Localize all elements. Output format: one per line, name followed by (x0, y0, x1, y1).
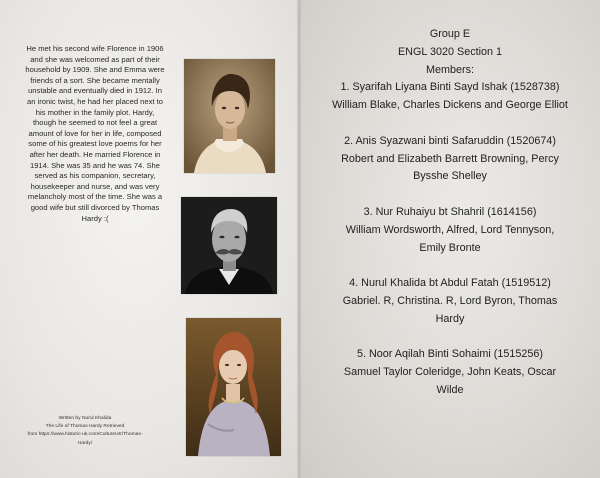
portrait-woman-2 (186, 318, 281, 456)
member-5-name: 5. Noor Aqilah Binti Sohaimi (1515256) (356, 348, 544, 361)
member-2-name: 2. Anis Syazwani binti Safaruddin (1520674) (344, 134, 556, 147)
credit-text (6, 415, 164, 448)
member-3-authors-cont: Emily Bronte (419, 241, 481, 254)
portrait-man (181, 197, 277, 294)
credit-url-end: Hardy/ (77, 440, 93, 446)
member-2-authors: Robert and Elizabeth Barrett Browning, Percy (341, 152, 559, 165)
group-title: Group E (429, 28, 471, 40)
group-info (315, 26, 585, 400)
member-4-name: 4. Nurul Khalida bt Abdul Fatah (1519512) (349, 277, 551, 290)
bio-text: He met his second wife Florence in 1906 and she was welcomed as part of their household by 1909. She and Emma were friends of a sort. She became mentally unstable and eventually died in 1912. In an ironic twist, he had her placed next to his mother in the family plot. Hardy, though he seemed to not feel a great amount of love for her in life, composed some of his greatest love poems for her after her death. He married Florence in 1914. She was 35 and he was 74. She served as his companion, secretary, housekeeper and nurse, and was very melancholy most of the time. She was a good wife but still divorced by Thomas Hardy :( (25, 44, 165, 223)
member-1-name: 1. Syarifah Liyana Binti Sayd Ishak (1528738) (340, 81, 560, 94)
portrait-woman-1 (184, 59, 275, 173)
member-3-name: 3. Nur Ruhaiyu bt Shahril (1614156) (363, 205, 537, 218)
member-3-authors: William Wordsworth, Alfred, Lord Tennyson, (345, 223, 555, 236)
member-1-authors: William Blake, Charles Dickens and George Elliot (332, 99, 568, 112)
credit-author: Written by Nurul Khalida (58, 416, 112, 421)
member-2-authors-cont: Bysshe Shelley (413, 170, 487, 183)
member-5-authors-cont: Wilde (436, 383, 464, 396)
credit-source: The Life of Thomas Hardy Retrieved (45, 424, 125, 430)
member-4-authors-cont: Hardy (435, 312, 465, 325)
members-heading: Members: (426, 63, 474, 76)
member-5-authors: Samuel Taylor Coleridge, John Keats, Oscar (343, 366, 557, 379)
course-code: ENGL 3020 Section 1 (397, 45, 503, 58)
member-4-authors: Gabriel. R, Christina. R, Lord Byron, Thomas (342, 294, 558, 307)
credit-url: from https://www.historic-uk.com/CultureUK/Thomas- (27, 432, 143, 438)
